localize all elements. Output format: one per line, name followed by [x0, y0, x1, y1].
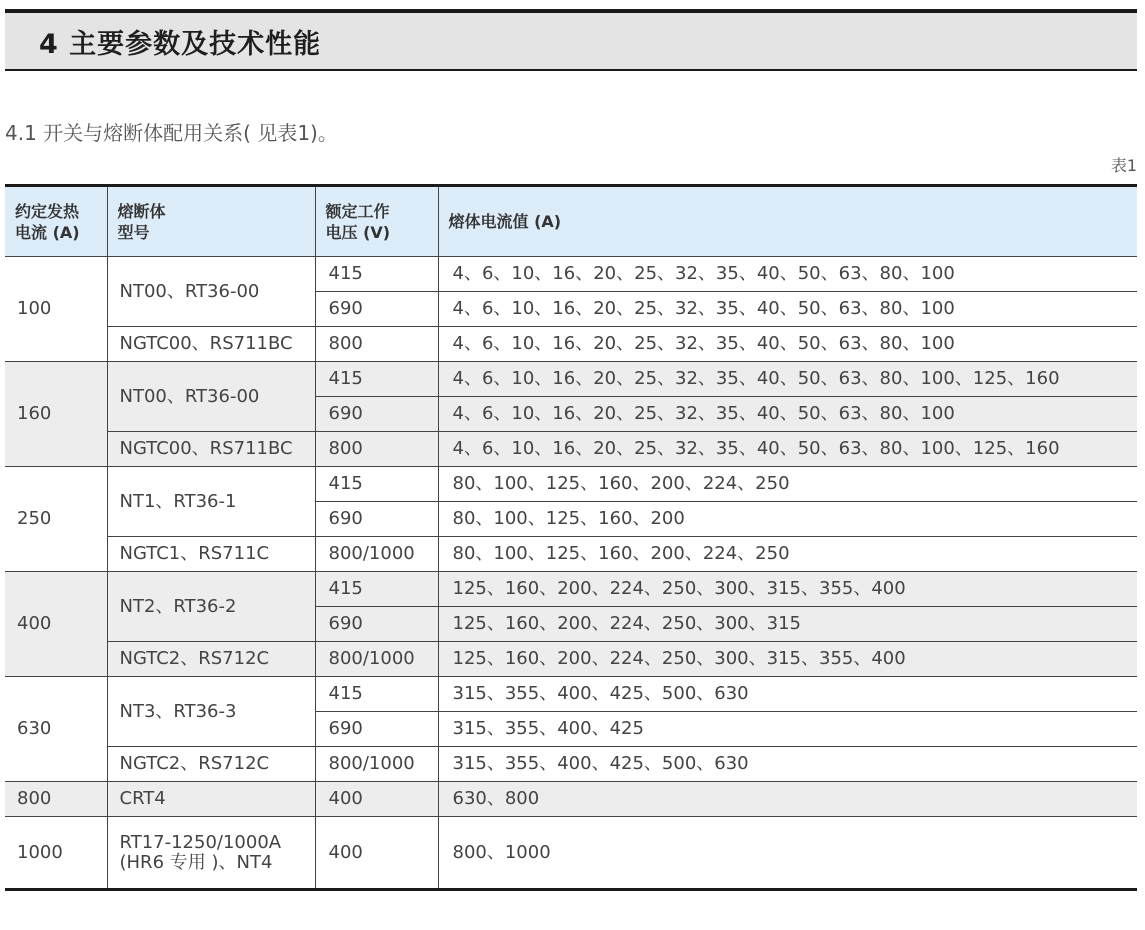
cell-fuse-model: NGTC00、RS711BC [107, 432, 315, 467]
cell-rated-current: 800 [5, 782, 107, 817]
cell-rated-voltage: 415 [315, 257, 438, 292]
cell-rated-voltage: 415 [315, 362, 438, 397]
cell-fuse-current-values: 80、100、125、160、200、224、250 [438, 537, 1137, 572]
table-body [5, 257, 1137, 890]
table-row [5, 677, 1137, 712]
table-row [5, 257, 1137, 292]
table-row [5, 537, 1137, 572]
cell-rated-current: 160 [5, 362, 107, 467]
table-row [5, 327, 1137, 362]
cell-rated-voltage: 690 [315, 397, 438, 432]
cell-rated-voltage: 415 [315, 572, 438, 607]
cell-fuse-current-values: 800、1000 [438, 817, 1137, 890]
table-row [5, 467, 1137, 502]
cell-rated-voltage: 800 [315, 432, 438, 467]
cell-fuse-model: NT3、RT36-3 [107, 677, 315, 747]
cell-fuse-model: NT1、RT36-1 [107, 467, 315, 537]
cell-rated-voltage: 800/1000 [315, 537, 438, 572]
cell-fuse-current-values: 315、355、400、425、500、630 [438, 747, 1137, 782]
section-header [5, 9, 1137, 71]
cell-fuse-model: NGTC2、RS712C [107, 642, 315, 677]
cell-rated-voltage: 800 [315, 327, 438, 362]
table-row [5, 817, 1137, 890]
cell-rated-voltage: 690 [315, 292, 438, 327]
table-row [5, 362, 1137, 397]
table-row [5, 747, 1137, 782]
table-header [5, 186, 1137, 257]
table-row [5, 572, 1137, 607]
cell-fuse-current-values: 315、355、400、425、500、630 [438, 677, 1137, 712]
cell-fuse-model: NT00、RT36-00 [107, 362, 315, 432]
cell-fuse-current-values: 4、6、10、16、20、25、32、35、40、50、63、80、100 [438, 397, 1137, 432]
cell-rated-current: 1000 [17, 841, 63, 863]
cell-rated-current: 250 [5, 467, 107, 572]
cell-fuse-current-values: 4、6、10、16、20、25、32、35、40、50、63、80、100、125、160 [438, 362, 1137, 397]
cell-fuse-current-values: 125、160、200、224、250、300、315 [438, 607, 1137, 642]
section-title: 4 主要参数及技术性能 [39, 29, 322, 60]
cell-rated-voltage: 415 [315, 677, 438, 712]
cell-fuse-current-values: 315、355、400、425 [438, 712, 1137, 747]
cell-rated-current: 400 [5, 572, 107, 677]
cell-fuse-model: NGTC1、RS711C [107, 537, 315, 572]
cell-fuse-current-values: 80、100、125、160、200、224、250 [438, 467, 1137, 502]
cell-fuse-model: NT2、RT36-2 [107, 572, 315, 642]
cell-fuse-current-values: 4、6、10、16、20、25、32、35、40、50、63、80、100 [438, 292, 1137, 327]
table-row [5, 782, 1137, 817]
table-header-row [5, 186, 1137, 257]
cell-rated-voltage: 690 [315, 607, 438, 642]
cell-fuse-current-values: 4、6、10、16、20、25、32、35、40、50、63、80、100 [438, 257, 1137, 292]
cell-rated-current: 630 [5, 677, 107, 782]
cell-rated-voltage: 690 [315, 712, 438, 747]
cell-fuse-model: NGTC00、RS711BC [107, 327, 315, 362]
cell-fuse-model: CRT4 [107, 782, 315, 817]
fuse-parameters-table [5, 184, 1137, 891]
cell-fuse-model: RT17-1250/1000A (HR6 专用 )、NT4 [107, 817, 315, 890]
cell-fuse-current-values: 125、160、200、224、250、300、315、355、400 [438, 572, 1137, 607]
table-row [5, 432, 1137, 467]
cell-rated-voltage: 690 [315, 502, 438, 537]
cell-rated-voltage: 800/1000 [315, 642, 438, 677]
cell-fuse-current-values: 630、800 [438, 782, 1137, 817]
table-label: 表1 [1110, 156, 1137, 175]
cell-fuse-model: NGTC2、RS712C [107, 747, 315, 782]
cell-rated-voltage: 400 [315, 782, 438, 817]
cell-fuse-current-values: 4、6、10、16、20、25、32、35、40、50、63、80、100、125、160 [438, 432, 1137, 467]
cell-fuse-current-values: 125、160、200、224、250、300、315、355、400 [438, 642, 1137, 677]
cell-rated-voltage: 800/1000 [315, 747, 438, 782]
header-fuse-current-values: 熔体电流值 (A) [438, 186, 1137, 257]
table-row [5, 642, 1137, 677]
cell-rated-voltage: 415 [315, 467, 438, 502]
header-fuse-model: 熔断体 型号 [107, 186, 315, 257]
cell-rated-voltage: 400 [315, 817, 438, 890]
header-rated-current: 约定发热 电流 (A) [5, 186, 107, 257]
intro-text: 4.1 开关与熔断体配用关系( 见表1)。 [5, 121, 338, 145]
cell-fuse-model: NT00、RT36-00 [107, 257, 315, 327]
cell-fuse-current-values: 80、100、125、160、200 [438, 502, 1137, 537]
cell-fuse-current-values: 4、6、10、16、20、25、32、35、40、50、63、80、100 [438, 327, 1137, 362]
header-rated-voltage: 额定工作 电压 (V) [315, 186, 438, 257]
cell-rated-current: 100 [5, 257, 107, 362]
